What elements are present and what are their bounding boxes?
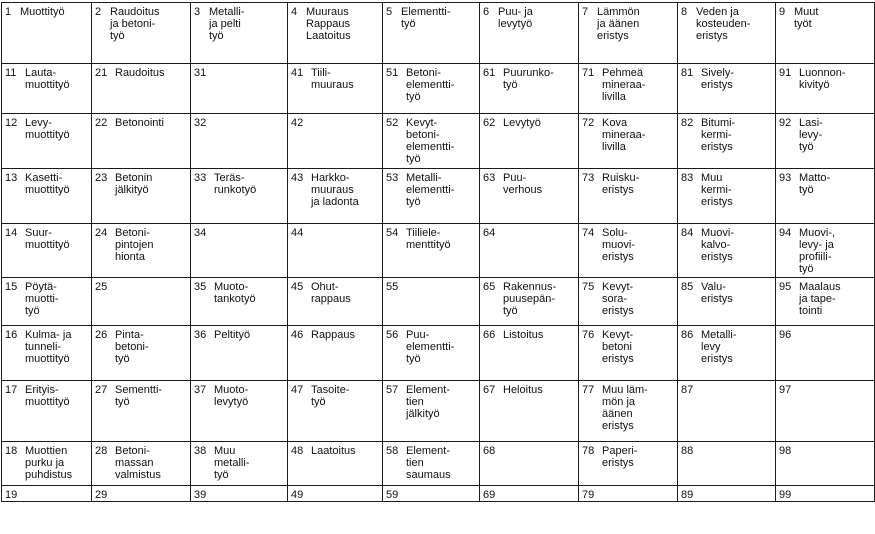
cell-code: 78	[582, 445, 595, 457]
cell-code: 58	[386, 445, 399, 457]
cell-label: Matto- työ	[799, 172, 831, 196]
cell-label: Kevyt- sora- eristys	[602, 281, 634, 317]
cell-code: 24	[95, 227, 108, 239]
table-cell	[383, 381, 480, 442]
table-cell	[288, 169, 383, 224]
table-cell	[776, 224, 875, 278]
cell-label: Ruisku- eristys	[602, 172, 640, 196]
cell-code: 91	[779, 67, 792, 79]
cell-label: Solu- muovi- eristys	[602, 227, 636, 263]
table-cell	[2, 381, 92, 442]
table-cell	[383, 442, 480, 486]
cell-label: Valu- eristys	[701, 281, 733, 305]
table-cell	[776, 278, 875, 326]
cell-code: 75	[582, 281, 595, 293]
cell-code: 52	[386, 117, 399, 129]
cell-code: 92	[779, 117, 792, 129]
cell-label: Kevyt- betoni- elementti- työ	[406, 117, 455, 165]
table-cell	[2, 64, 92, 114]
table-cell	[2, 442, 92, 486]
table-cell	[92, 169, 191, 224]
table-cell	[92, 486, 191, 502]
table-row	[2, 64, 875, 114]
table-cell	[579, 64, 678, 114]
header-cell	[288, 3, 383, 64]
cell-label: Muovi- kalvo- eristys	[701, 227, 735, 263]
cell-label: Raudoitus ja betoni- työ	[110, 6, 160, 42]
cell-code: 59	[386, 489, 399, 501]
cell-code: 16	[5, 329, 18, 341]
cell-label: Lämmön ja äänen eristys	[597, 6, 640, 42]
cell-code: 84	[681, 227, 694, 239]
cell-code: 38	[194, 445, 207, 457]
table-cell	[288, 224, 383, 278]
table-cell	[480, 114, 579, 169]
cell-code: 94	[779, 227, 792, 239]
cell-code: 41	[291, 67, 304, 79]
cell-label: Muottityö	[20, 6, 65, 18]
cell-label: Betoni- elementti- työ	[406, 67, 455, 103]
table-cell	[288, 114, 383, 169]
cell-code: 97	[779, 384, 792, 396]
table-cell	[2, 486, 92, 502]
cell-label: Heloitus	[503, 384, 543, 396]
cell-code: 3	[194, 6, 201, 18]
table-cell	[191, 326, 288, 381]
cell-code: 73	[582, 172, 595, 184]
table-cell	[776, 486, 875, 502]
cell-label: Paperi- eristys	[602, 445, 638, 469]
table-cell	[678, 486, 776, 502]
table-cell	[776, 326, 875, 381]
header-cell	[383, 3, 480, 64]
cell-label: Tiili- muuraus	[311, 67, 354, 91]
cell-code: 53	[386, 172, 399, 184]
cell-code: 65	[483, 281, 496, 293]
table-cell	[480, 381, 579, 442]
cell-code: 83	[681, 172, 694, 184]
cell-label: Puu- ja levytyö	[498, 6, 533, 30]
cell-code: 96	[779, 329, 792, 341]
table-cell	[191, 169, 288, 224]
cell-code: 14	[5, 227, 18, 239]
cell-code: 26	[95, 329, 108, 341]
table-cell	[579, 224, 678, 278]
table-cell	[288, 326, 383, 381]
cell-label: Betoni- massan valmistus	[115, 445, 161, 481]
cell-code: 74	[582, 227, 595, 239]
cell-label: Ohut- rappaus	[311, 281, 351, 305]
cell-code: 39	[194, 489, 207, 501]
cell-code: 55	[386, 281, 399, 293]
cell-code: 98	[779, 445, 792, 457]
table-cell	[678, 114, 776, 169]
cell-label: Bitumi- kermi- eristys	[701, 117, 736, 153]
cell-code: 12	[5, 117, 18, 129]
cell-label: Muoto- levytyö	[214, 384, 249, 408]
table-cell	[579, 169, 678, 224]
cell-code: 37	[194, 384, 207, 396]
table-cell	[776, 442, 875, 486]
cell-label: Levy- muottityö	[25, 117, 70, 141]
table-cell	[776, 169, 875, 224]
table-cell	[579, 381, 678, 442]
cell-code: 33	[194, 172, 207, 184]
cell-code: 1	[5, 6, 12, 18]
cell-code: 15	[5, 281, 18, 293]
table-cell	[2, 224, 92, 278]
table-cell	[383, 64, 480, 114]
table-row	[2, 169, 875, 224]
cell-code: 54	[386, 227, 399, 239]
table-cell	[92, 64, 191, 114]
cell-label: Metalli- elementti- työ	[406, 172, 455, 208]
cell-code: 19	[5, 489, 18, 501]
table-cell	[383, 278, 480, 326]
work-classification-table	[1, 2, 875, 502]
table-cell	[579, 486, 678, 502]
cell-code: 25	[95, 281, 108, 293]
cell-code: 71	[582, 67, 595, 79]
cell-code: 85	[681, 281, 694, 293]
cell-label: Betonin jälkityö	[115, 172, 153, 196]
header-cell	[191, 3, 288, 64]
cell-code: 81	[681, 67, 694, 79]
cell-label: Laatoitus	[311, 445, 356, 457]
table-cell	[678, 442, 776, 486]
header-cell	[92, 3, 191, 64]
cell-code: 4	[291, 6, 298, 18]
table-cell	[776, 64, 875, 114]
cell-label: Kevyt- betoni eristys	[602, 329, 634, 365]
cell-code: 46	[291, 329, 304, 341]
cell-label: Muuraus Rappaus Laatoitus	[306, 6, 351, 42]
table-cell	[383, 326, 480, 381]
cell-label: Sementti- työ	[115, 384, 163, 408]
cell-code: 68	[483, 445, 496, 457]
table-cell	[776, 114, 875, 169]
table-cell	[678, 326, 776, 381]
table-cell	[191, 278, 288, 326]
table-cell	[383, 169, 480, 224]
table-cell	[678, 278, 776, 326]
cell-code: 76	[582, 329, 595, 341]
cell-label: Muut työt	[794, 6, 819, 30]
cell-label: Lasi- levy- työ	[799, 117, 823, 153]
cell-label: Pehmeä mineraa- livilla	[602, 67, 646, 103]
cell-label: Element- tien jälkityö	[406, 384, 451, 420]
table-cell	[678, 64, 776, 114]
cell-label: Tiilielе- menttityö	[406, 227, 451, 251]
cell-code: 86	[681, 329, 694, 341]
cell-label: Betoni- pintojen hionta	[115, 227, 154, 263]
cell-code: 82	[681, 117, 694, 129]
cell-label: Puu- verhous	[503, 172, 543, 196]
table-cell	[776, 381, 875, 442]
table-cell	[191, 114, 288, 169]
table-cell	[288, 486, 383, 502]
table-cell	[191, 381, 288, 442]
table-cell	[191, 442, 288, 486]
cell-label: Luonnon- kivityö	[799, 67, 846, 91]
cell-code: 72	[582, 117, 595, 129]
cell-label: Kasetti- muottityö	[25, 172, 70, 196]
cell-label: Listoitus	[503, 329, 544, 341]
table-row	[2, 278, 875, 326]
cell-code: 64	[483, 227, 496, 239]
cell-code: 93	[779, 172, 792, 184]
table-cell	[2, 326, 92, 381]
table-cell	[2, 114, 92, 169]
cell-code: 42	[291, 117, 304, 129]
table-row	[2, 114, 875, 169]
table-cell	[579, 114, 678, 169]
table-cell	[480, 326, 579, 381]
table-cell	[92, 224, 191, 278]
header-cell	[678, 3, 776, 64]
cell-code: 13	[5, 172, 18, 184]
cell-code: 45	[291, 281, 304, 293]
cell-label: Muovi-, levy- ja profiili- työ	[799, 227, 836, 275]
cell-code: 18	[5, 445, 18, 457]
table-cell	[579, 442, 678, 486]
table-cell	[92, 278, 191, 326]
cell-code: 31	[194, 67, 207, 79]
table-cell	[480, 169, 579, 224]
cell-code: 66	[483, 329, 496, 341]
cell-label: Raudoitus	[115, 67, 165, 79]
table-cell	[92, 326, 191, 381]
cell-label: Harkko- muuraus ja ladonta	[311, 172, 359, 208]
header-cell	[776, 3, 875, 64]
cell-label: Metalli- levy eristys	[701, 329, 737, 365]
cell-code: 49	[291, 489, 304, 501]
table-cell	[383, 114, 480, 169]
cell-label: Puurunko- työ	[503, 67, 554, 91]
table-cell	[92, 442, 191, 486]
table-cell	[383, 224, 480, 278]
table-cell	[288, 381, 383, 442]
cell-code: 32	[194, 117, 207, 129]
cell-code: 99	[779, 489, 792, 501]
cell-code: 6	[483, 6, 490, 18]
table-cell	[480, 442, 579, 486]
cell-code: 95	[779, 281, 792, 293]
cell-label: Teräs- runkotyö	[214, 172, 257, 196]
cell-code: 56	[386, 329, 399, 341]
cell-code: 67	[483, 384, 496, 396]
table-row	[2, 486, 875, 502]
header-cell	[579, 3, 678, 64]
table-cell	[191, 64, 288, 114]
cell-label: Muu läm- mön ja äänen eristys	[602, 384, 648, 432]
cell-code: 48	[291, 445, 304, 457]
cell-label: Muu kermi- eristys	[701, 172, 733, 208]
cell-label: Muottien purku ja puhdistus	[25, 445, 73, 481]
table-cell	[191, 486, 288, 502]
cell-code: 36	[194, 329, 207, 341]
cell-code: 28	[95, 445, 108, 457]
table-row	[2, 381, 875, 442]
cell-code: 11	[5, 67, 17, 79]
table-cell	[288, 442, 383, 486]
cell-code: 51	[386, 67, 399, 79]
cell-label: Sively- eristys	[701, 67, 735, 91]
cell-label: Muu metalli- työ	[214, 445, 250, 481]
cell-code: 44	[291, 227, 304, 239]
cell-label: Rappaus	[311, 329, 356, 341]
table-cell	[480, 224, 579, 278]
cell-label: Elementti- työ	[401, 6, 451, 30]
table-cell	[2, 278, 92, 326]
table-cell	[678, 381, 776, 442]
cell-code: 29	[95, 489, 108, 501]
table-cell	[678, 224, 776, 278]
cell-code: 63	[483, 172, 496, 184]
cell-label: Puu- elementti- työ	[406, 329, 455, 365]
table-cell	[2, 169, 92, 224]
cell-code: 87	[681, 384, 694, 396]
cell-code: 88	[681, 445, 694, 457]
cell-label: Kova mineraa- livilla	[602, 117, 646, 153]
cell-code: 7	[582, 6, 589, 18]
cell-label: Betonointi	[115, 117, 164, 129]
table-cell	[191, 224, 288, 278]
table-cell	[480, 64, 579, 114]
table-cell	[480, 486, 579, 502]
cell-label: Pöytä- muotti- työ	[25, 281, 59, 317]
cell-code: 62	[483, 117, 496, 129]
table-cell	[579, 326, 678, 381]
cell-code: 17	[5, 384, 18, 396]
cell-label: Veden ja kosteuden- eristys	[696, 6, 751, 42]
cell-code: 27	[95, 384, 108, 396]
cell-code: 47	[291, 384, 304, 396]
cell-code: 2	[95, 6, 102, 18]
cell-label: Levytyö	[503, 117, 541, 129]
cell-label: Metalli- ja pelti työ	[209, 6, 245, 42]
cell-code: 23	[95, 172, 108, 184]
cell-label: Kulma- ja tunneli- muottityö	[25, 329, 72, 365]
cell-label: Peltityö	[214, 329, 251, 341]
cell-label: Rakennus- puusepän- työ	[503, 281, 557, 317]
cell-code: 35	[194, 281, 207, 293]
cell-code: 5	[386, 6, 393, 18]
cell-label: Element- tien saumaus	[406, 445, 451, 481]
cell-code: 79	[582, 489, 595, 501]
cell-label: Tasoite- työ	[311, 384, 350, 408]
cell-label: Lauta- muottityö	[25, 67, 70, 91]
table-row	[2, 326, 875, 381]
table-row	[2, 224, 875, 278]
cell-label: Erityis- muottityö	[25, 384, 70, 408]
cell-code: 22	[95, 117, 108, 129]
header-cell	[480, 3, 579, 64]
cell-code: 57	[386, 384, 399, 396]
table-cell	[92, 381, 191, 442]
cell-code: 69	[483, 489, 496, 501]
cell-code: 34	[194, 227, 207, 239]
table-cell	[288, 278, 383, 326]
cell-code: 9	[779, 6, 786, 18]
cell-label: Suur- muottityö	[25, 227, 70, 251]
cell-label: Pinta- betoni- työ	[115, 329, 149, 365]
table-cell	[480, 278, 579, 326]
cell-label: Muoto- tankotyö	[214, 281, 256, 305]
header-row	[2, 3, 875, 64]
cell-code: 89	[681, 489, 694, 501]
cell-code: 21	[95, 67, 108, 79]
cell-code: 8	[681, 6, 688, 18]
table-cell	[92, 114, 191, 169]
cell-code: 77	[582, 384, 595, 396]
cell-code: 43	[291, 172, 304, 184]
table-row	[2, 442, 875, 486]
table-cell	[678, 169, 776, 224]
table-cell	[288, 64, 383, 114]
cell-code: 61	[483, 67, 496, 79]
header-cell	[2, 3, 92, 64]
cell-label: Maalaus ja tape- tointi	[799, 281, 841, 317]
table-cell	[383, 486, 480, 502]
table-cell	[579, 278, 678, 326]
